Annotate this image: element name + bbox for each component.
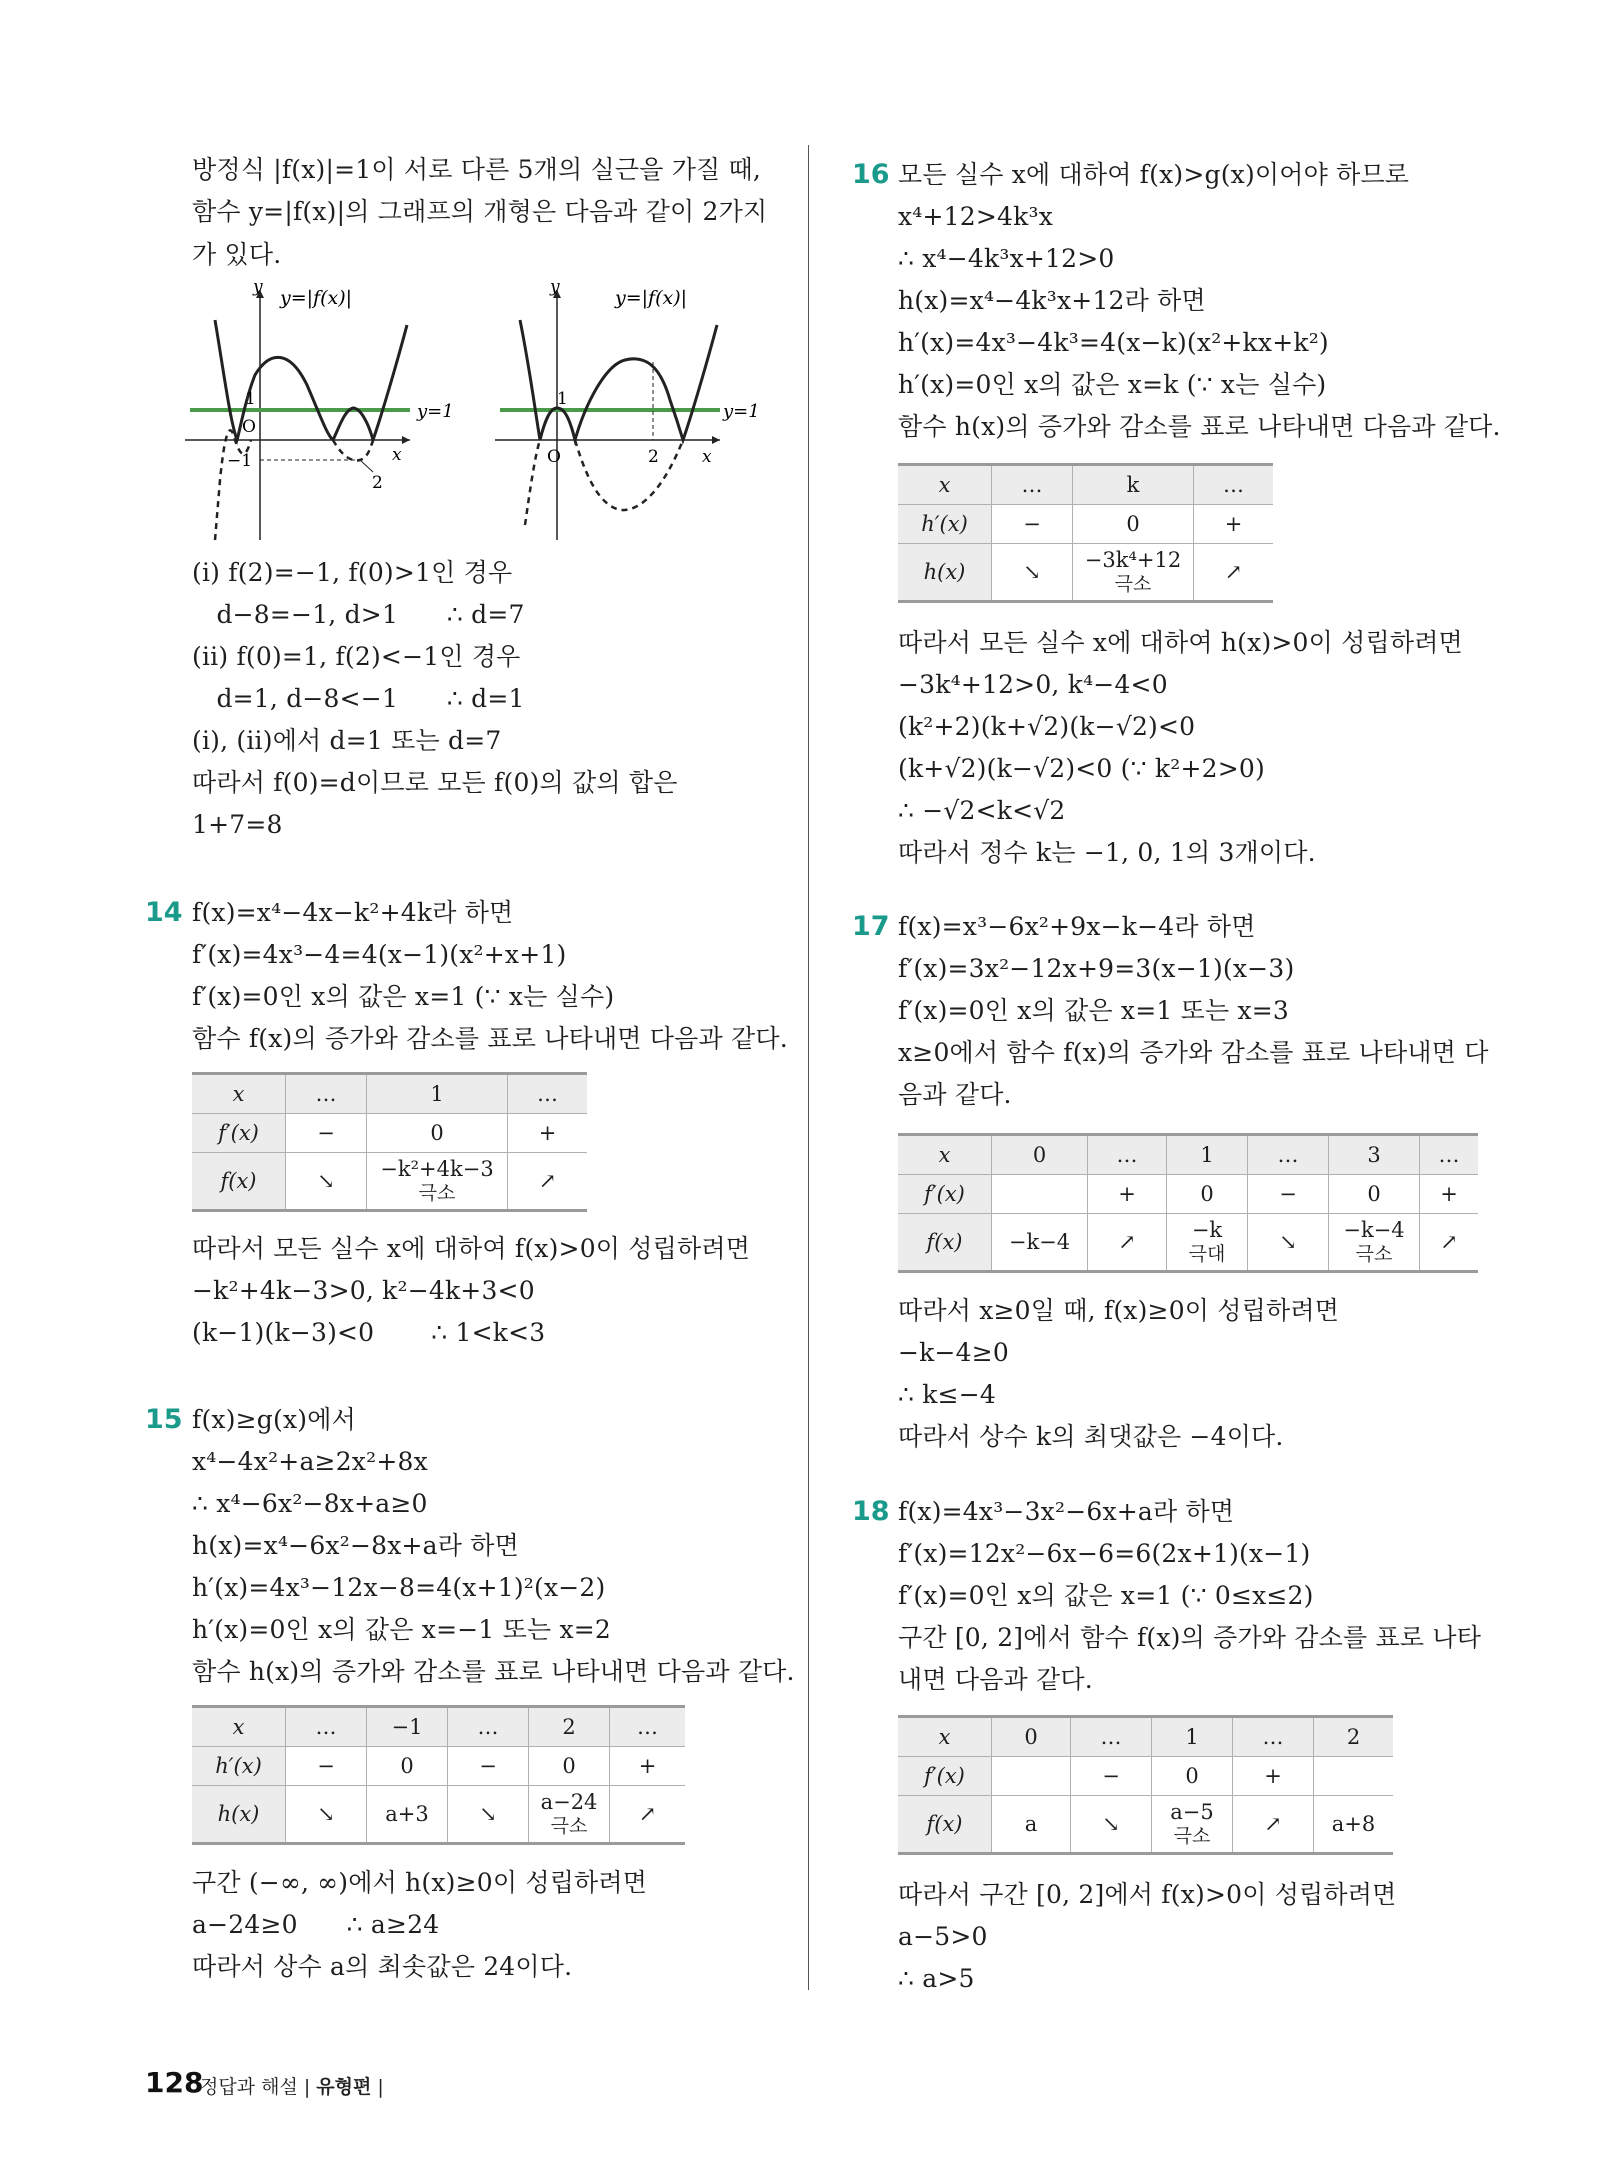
cell — [1314, 1757, 1394, 1796]
p15-line: 함수 h(x)의 증가와 감소를 표로 나타내면 다음과 같다. — [192, 1657, 795, 1686]
cell: k — [1073, 465, 1194, 505]
case-line: 따라서 f(0)=d이므로 모든 f(0)의 값의 합은 — [192, 768, 678, 797]
problem-number: 18 — [852, 1496, 890, 1527]
func-label: y=|f(x)| — [280, 287, 353, 309]
cell: −1 — [367, 1707, 448, 1747]
p15-after: a−24≥0 ∴ a≥24 — [192, 1910, 440, 1939]
cell: − — [1248, 1175, 1329, 1214]
variation-table-16 — [898, 463, 1273, 603]
cell: h′(x) — [898, 505, 992, 544]
p16-line: h′(x)=0인 x의 값은 x=k (∵ x는 실수) — [898, 370, 1327, 399]
variation-table-18 — [898, 1715, 1393, 1855]
cell: + — [508, 1114, 588, 1153]
cell: 1 — [367, 1074, 508, 1114]
p14-line: f(x)=x⁴−4x−k²+4k라 하면 — [192, 898, 514, 927]
p17-line: 음과 같다. — [898, 1080, 1012, 1109]
case-line: (ii) f(0)=1, f(2)<−1인 경우 — [192, 642, 521, 671]
cell: … — [1233, 1717, 1314, 1757]
p16-line: h(x)=x⁴−4k³x+12라 하면 — [898, 286, 1206, 315]
cell: ↗ — [508, 1153, 588, 1211]
cell: + — [1420, 1175, 1479, 1214]
p15-line: h(x)=x⁴−6x²−8x+a라 하면 — [192, 1531, 519, 1560]
p14-line: 함수 f(x)의 증가와 감소를 표로 나타내면 다음과 같다. — [192, 1024, 788, 1053]
cell: … — [1088, 1135, 1167, 1175]
p16-line: h′(x)=4x³−4k³=4(x−k)(x²+kx+k²) — [898, 328, 1329, 357]
cell: … — [1420, 1135, 1479, 1175]
cell-value: −k — [1191, 1218, 1223, 1242]
column-divider — [808, 145, 809, 1990]
cell: + — [1233, 1757, 1314, 1796]
p15-line: h′(x)=0인 x의 값은 x=−1 또는 x=2 — [192, 1615, 612, 1644]
origin-label: O — [242, 417, 256, 437]
p16-line: ∴ x⁴−4k³x+12>0 — [898, 244, 1115, 273]
line-label: y=1 — [723, 401, 760, 422]
cell: f(x) — [192, 1153, 286, 1211]
cell: ↗ — [1420, 1214, 1479, 1272]
p18-line: f(x)=4x³−3x²−6x+a라 하면 — [898, 1497, 1235, 1526]
p16-line: 모든 실수 x에 대하여 f(x)>g(x)이어야 하므로 — [898, 160, 1410, 189]
p17-after: 따라서 x≥0일 때, f(x)≥0이 성립하려면 — [898, 1296, 1340, 1325]
variation-table-15 — [192, 1705, 685, 1845]
cell — [1329, 1214, 1420, 1272]
cell: … — [1194, 465, 1274, 505]
p16-after: ∴ −√2<k<√2 — [898, 796, 1066, 825]
cell: … — [448, 1707, 529, 1747]
cell-note: 극소 — [1355, 1243, 1393, 1265]
p16-after: −3k⁴+12>0, k⁴−4<0 — [898, 670, 1168, 699]
line-label: y=1 — [417, 401, 454, 422]
cell: … — [286, 1707, 367, 1747]
cell: … — [508, 1074, 588, 1114]
cell: f(x) — [898, 1214, 992, 1272]
p18-line: f′(x)=12x²−6x−6=6(2x+1)(x−1) — [898, 1539, 1311, 1568]
problem-number: 17 — [852, 911, 890, 942]
cell: + — [610, 1747, 686, 1786]
p16-after: 따라서 모든 실수 x에 대하여 h(x)>0이 성립하려면 — [898, 628, 1463, 657]
cell: 1 — [1167, 1135, 1248, 1175]
tick-2: 2 — [648, 447, 659, 467]
cell-note: 극대 — [1188, 1243, 1226, 1265]
y-axis-label: y — [253, 280, 263, 297]
cell: f′(x) — [192, 1114, 286, 1153]
book-title: 정답과 해설 — [200, 2076, 298, 2098]
p14-after: (k−1)(k−3)<0 ∴ 1<k<3 — [192, 1318, 546, 1347]
cell: h′(x) — [192, 1747, 286, 1786]
cell: a+3 — [367, 1786, 448, 1844]
p15-line: ∴ x⁴−6x²−8x+a≥0 — [192, 1489, 428, 1518]
cell: h(x) — [898, 544, 992, 602]
page-number: 128 — [145, 2066, 204, 2099]
p17-after: 따라서 상수 k의 최댓값은 −4이다. — [898, 1422, 1284, 1451]
cell — [1073, 544, 1194, 602]
cell: − — [286, 1747, 367, 1786]
cell: … — [1071, 1717, 1152, 1757]
cell: 0 — [1073, 505, 1194, 544]
p14-after: 따라서 모든 실수 x에 대하여 f(x)>0이 성립하려면 — [192, 1234, 751, 1263]
cell: 1 — [1152, 1717, 1233, 1757]
p17-after: ∴ k≤−4 — [898, 1380, 997, 1409]
cell: ↘ — [448, 1786, 529, 1844]
cell — [367, 1153, 508, 1211]
cell — [992, 1175, 1088, 1214]
cell: 3 — [1329, 1135, 1420, 1175]
cell: + — [1194, 505, 1274, 544]
case-line: (i) f(2)=−1, f(0)>1인 경우 — [192, 558, 513, 587]
cell: h(x) — [192, 1786, 286, 1844]
p18-after: ∴ a>5 — [898, 1964, 975, 1993]
p16-after: (k+√2)(k−√2)<0 (∵ k²+2>0) — [898, 754, 1265, 783]
intro-line: 방정식 |f(x)|=1이 서로 다른 5개의 실근을 가질 때, — [192, 155, 762, 184]
p16-line: x⁴+12>4k³x — [898, 202, 1054, 231]
origin-label: O — [547, 447, 561, 467]
cell: − — [448, 1747, 529, 1786]
p18-after: a−5>0 — [898, 1922, 988, 1951]
p16-line: 함수 h(x)의 증가와 감소를 표로 나타내면 다음과 같다. — [898, 412, 1501, 441]
cell: ↘ — [286, 1786, 367, 1844]
section-title: 유형편 — [316, 2076, 372, 2098]
cell: … — [610, 1707, 686, 1747]
cell-note: 극소 — [418, 1182, 456, 1204]
p17-line: f′(x)=3x²−12x+9=3(x−1)(x−3) — [898, 954, 1295, 983]
p15-after: 구간 (−∞, ∞)에서 h(x)≥0이 성립하려면 — [192, 1868, 648, 1897]
cell: 0 — [1152, 1757, 1233, 1796]
p15-line: x⁴−4x²+a≥2x²+8x — [192, 1447, 428, 1476]
cell: ↗ — [1194, 544, 1274, 602]
cell: −k−4 — [992, 1214, 1088, 1272]
running-footer: 정답과 해설 | 유형편 | — [200, 2076, 384, 2098]
problem-number: 14 — [145, 897, 183, 928]
cell: ↗ — [1088, 1214, 1167, 1272]
cell: 0 — [992, 1717, 1071, 1757]
cell-note: 극소 — [1173, 1825, 1211, 1847]
graph-case-1 — [185, 280, 475, 545]
cell: x — [898, 1135, 992, 1175]
cell: ↘ — [1248, 1214, 1329, 1272]
p17-line: f′(x)=0인 x의 값은 x=1 또는 x=3 — [898, 996, 1290, 1025]
cell: … — [992, 465, 1073, 505]
cell: 0 — [367, 1114, 508, 1153]
tick-m1: −1 — [227, 451, 253, 471]
graph-case-2 — [495, 280, 785, 545]
cell: 0 — [1167, 1175, 1248, 1214]
variation-table-17 — [898, 1133, 1478, 1273]
x-axis-label: x — [392, 445, 402, 465]
p14-line: f′(x)=0인 x의 값은 x=1 (∵ x는 실수) — [192, 982, 615, 1011]
intro-line: 함수 y=|f(x)|의 그래프의 개형은 다음과 같이 2가지 — [192, 197, 768, 226]
cell-note: 극소 — [550, 1815, 588, 1837]
cell: x — [898, 1717, 992, 1757]
cell: ↘ — [1071, 1796, 1152, 1854]
cell-value: −k²+4k−3 — [380, 1157, 494, 1181]
case-line: d=1, d−8<−1 ∴ d=1 — [192, 684, 525, 713]
cell: 0 — [529, 1747, 610, 1786]
cell: 0 — [1329, 1175, 1420, 1214]
cell-value: a−5 — [1170, 1800, 1214, 1824]
cell: − — [992, 505, 1073, 544]
cell: x — [898, 465, 992, 505]
intro-line: 가 있다. — [192, 240, 282, 269]
variation-table-14 — [192, 1072, 587, 1212]
problem-number: 16 — [852, 159, 890, 190]
p17-line: x≥0에서 함수 f(x)의 증가와 감소를 표로 나타내면 다 — [898, 1038, 1489, 1067]
cell-value: −3k⁴+12 — [1084, 548, 1182, 572]
cell: ↗ — [1233, 1796, 1314, 1854]
cell: f(x) — [898, 1796, 992, 1854]
cell: ↘ — [992, 544, 1073, 602]
case-line: (i), (ii)에서 d=1 또는 d=7 — [192, 726, 502, 755]
cell: 0 — [992, 1135, 1088, 1175]
p18-line: 내면 다음과 같다. — [898, 1665, 1093, 1694]
tick-1: 1 — [557, 389, 568, 409]
curve-abs-f — [520, 320, 717, 440]
cell: a — [992, 1796, 1071, 1854]
cell: … — [286, 1074, 367, 1114]
cell: … — [1248, 1135, 1329, 1175]
cell — [992, 1757, 1071, 1796]
p16-after: 따라서 정수 k는 −1, 0, 1의 3개이다. — [898, 838, 1316, 867]
y-axis-label: y — [550, 280, 560, 297]
cell: x — [192, 1074, 286, 1114]
cell: f′(x) — [898, 1175, 992, 1214]
case-line: 1+7=8 — [192, 810, 283, 839]
p18-line: f′(x)=0인 x의 값은 x=1 (∵ 0≤x≤2) — [898, 1581, 1314, 1610]
p18-after: 따라서 구간 [0, 2]에서 f(x)>0이 성립하려면 — [898, 1880, 1397, 1909]
cell: ↗ — [610, 1786, 686, 1844]
cell-value: a−24 — [540, 1790, 598, 1814]
cell: 2 — [1314, 1717, 1394, 1757]
p17-after: −k−4≥0 — [898, 1338, 1010, 1367]
cell: − — [286, 1114, 367, 1153]
cell: 2 — [529, 1707, 610, 1747]
cell-note: 극소 — [1114, 573, 1152, 595]
tick-2: 2 — [372, 473, 383, 493]
problem-number: 15 — [145, 1404, 183, 1435]
cell: − — [1071, 1757, 1152, 1796]
p14-line: f′(x)=4x³−4=4(x−1)(x²+x+1) — [192, 940, 567, 969]
cell — [1152, 1796, 1233, 1854]
p15-line: h′(x)=4x³−12x−8=4(x+1)²(x−2) — [192, 1573, 606, 1602]
case-line: d−8=−1, d>1 ∴ d=7 — [192, 600, 525, 629]
cell-value: −k−4 — [1343, 1218, 1405, 1242]
cell: a+8 — [1314, 1796, 1394, 1854]
p18-line: 구간 [0, 2]에서 함수 f(x)의 증가와 감소를 표로 나타 — [898, 1623, 1482, 1652]
cell: x — [192, 1707, 286, 1747]
cell — [1167, 1214, 1248, 1272]
p15-line: f(x)≥g(x)에서 — [192, 1405, 356, 1434]
cell: + — [1088, 1175, 1167, 1214]
cell — [529, 1786, 610, 1844]
cell: f′(x) — [898, 1757, 992, 1796]
p16-after: (k²+2)(k+√2)(k−√2)<0 — [898, 712, 1196, 741]
tick-1: 1 — [245, 389, 256, 409]
x-axis-label: x — [702, 447, 712, 467]
p14-after: −k²+4k−3>0, k²−4k+3<0 — [192, 1276, 535, 1305]
cell: 0 — [367, 1747, 448, 1786]
func-label: y=|f(x)| — [615, 287, 688, 309]
cell: ↘ — [286, 1153, 367, 1211]
p17-line: f(x)=x³−6x²+9x−k−4라 하면 — [898, 912, 1256, 941]
p15-after: 따라서 상수 a의 최솟값은 24이다. — [192, 1952, 573, 1981]
